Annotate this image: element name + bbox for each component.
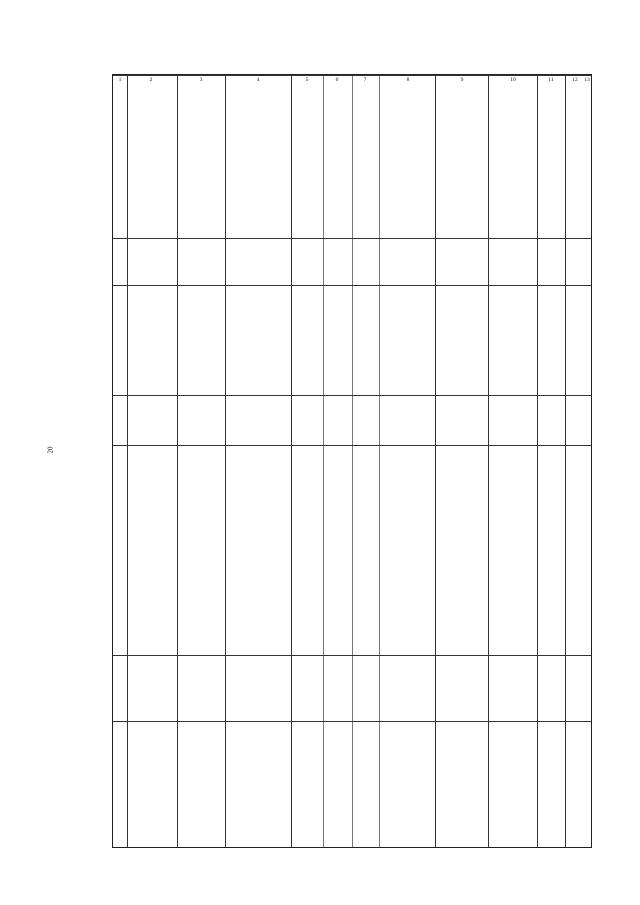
col-header-12: 12 bbox=[572, 77, 578, 83]
col-header-2: 2 bbox=[149, 77, 153, 83]
col-header-7: 7 bbox=[363, 77, 367, 83]
page-number: 20 bbox=[46, 446, 55, 454]
col-header-6: 6 bbox=[335, 77, 339, 83]
col-header-4: 4 bbox=[256, 77, 260, 83]
col-header-13: 13 bbox=[584, 77, 590, 83]
col-header-3: 3 bbox=[199, 77, 203, 83]
col-header-9: 9 bbox=[460, 77, 464, 83]
col-header-8: 8 bbox=[406, 77, 410, 83]
col-header-11: 11 bbox=[548, 77, 554, 83]
col-header-10: 10 bbox=[510, 77, 516, 83]
col-header-1: 1 bbox=[118, 77, 122, 83]
col-header-5: 5 bbox=[305, 77, 309, 83]
rotated-table bbox=[112, 74, 592, 848]
